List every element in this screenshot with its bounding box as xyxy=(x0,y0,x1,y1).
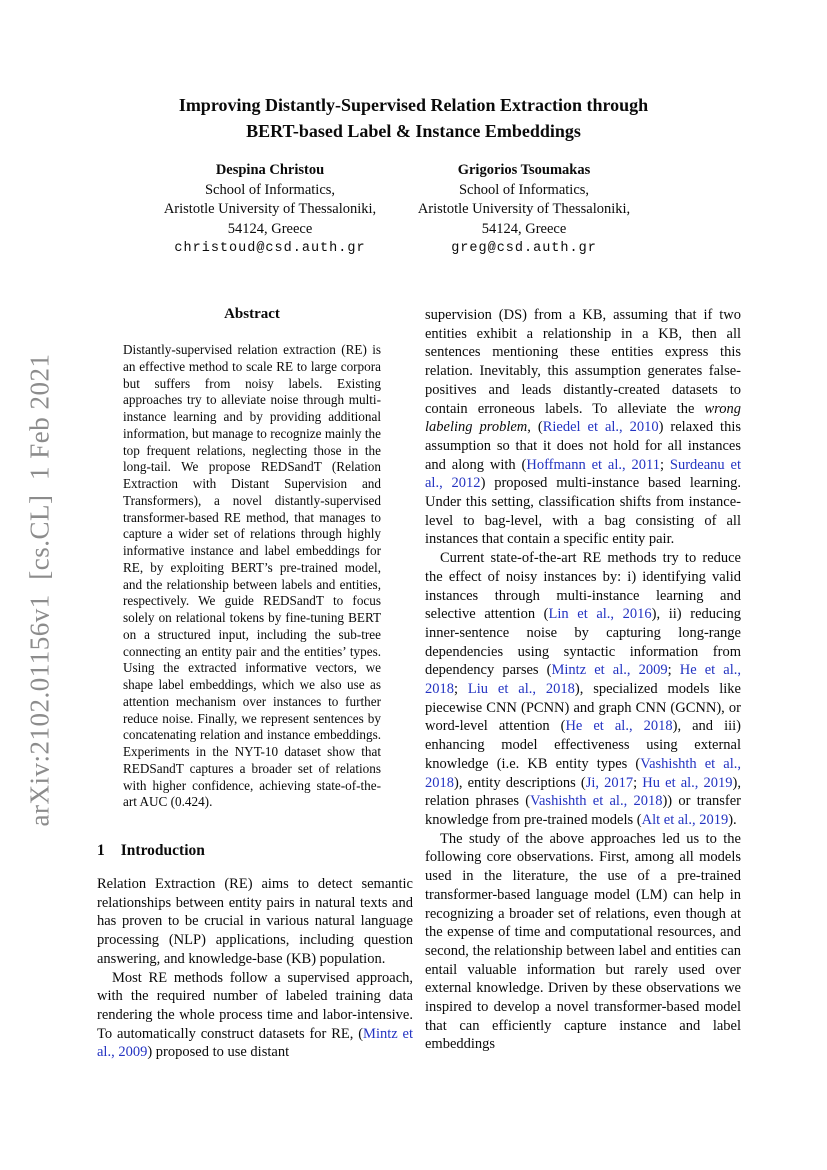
text-segment: Distantly-supervised relation extraction (RE) is an effective method to scale RE to large corpora but suffers from noisy labels. Existing approaches try to alleviate noise through multi-instance learning and by providing additional information, but manage to recognize mainly the top frequent relations, neglecting those in the long-tail. We propose REDSandT (Relation Extraction with Distant Supervision and Transformers), a novel distantly-supervised transformer-based RE method, that manages to capture a wider set of relations through highly informative instance and label embeddings for RE, by exploiting BERT’s pre-trained model, and the relationship between labels and entities, respectively. We guide REDSandT to focus solely on relational tokens by fine-tuning BERT on a structured input, including the sub-tree connecting an entity pair and the entities’ types. Using the extracted informative vectors, we shape label embeddings, which we also use as attention mechanism over instances to further reduce noise. Finally, we represent sentences by concatenating relation and instance embeddings. Experiments in the NYT-10 dataset show that REDSandT captures a broader set of relations with higher confidence, achieving state-of-the-art AUC (0.424). xyxy=(123,342,381,810)
author-block-2 xyxy=(374,161,674,259)
text-segment: ) proposed multi-instance based learning. Under this setting, classification shifts from instance-level to bag-level, with a bag consisting of all instances that contain a specific entity pair. xyxy=(425,475,741,548)
citation-link[interactable]: Alt et al., 2019 xyxy=(641,811,729,828)
text-segment: , ( xyxy=(527,419,543,436)
citation-link[interactable]: Hu et al., 2019 xyxy=(642,774,733,791)
section-number: 1 xyxy=(97,842,105,859)
citation-link[interactable]: Riedel et al., 2010 xyxy=(542,419,659,436)
citation-link[interactable]: Vashishth et al., 2018 xyxy=(530,793,663,810)
text-segment: Relation Extraction (RE) aims to detect semantic relationships between entity pairs in natural texts and has proven to be crucial in various natural language processing (NLP) applications, including question answering, and knowledge-base (KB) population. xyxy=(97,876,413,967)
citation-link[interactable]: Mintz et al., 2009 xyxy=(97,1025,413,1061)
text-segment: ; xyxy=(633,774,643,791)
citation-link[interactable]: He et al., 2018 xyxy=(425,662,741,698)
text-segment: ). xyxy=(728,811,737,828)
text-segment: ) proposed to use distant xyxy=(147,1044,290,1061)
text-segment: ), relation phrases ( xyxy=(425,774,742,810)
text-segment: Most RE methods follow a supervised approach, with the required number of labeled training data rendering the whole process time and labor-intensive. To automatically construct datasets for RE, ( xyxy=(97,969,413,1042)
paper-title-line1: Improving Distantly-Supervised Relation Extraction through xyxy=(178,95,649,115)
paper-title-line2: BERT-based Label & Instance Embeddings xyxy=(246,121,581,141)
text-segment: wrong labeling problem xyxy=(425,400,741,436)
author-email: greg@csd.auth.gr xyxy=(451,241,597,257)
text-segment: ), entity descriptions ( xyxy=(454,774,586,791)
author-affiliation-line: 54124, Greece xyxy=(227,220,313,237)
text-segment: ; xyxy=(667,662,680,679)
paper-title xyxy=(0,92,827,144)
paragraph xyxy=(123,342,381,811)
author-email: christoud@csd.auth.gr xyxy=(174,241,366,257)
text-segment: )) or transfer knowledge from pre-trained models ( xyxy=(425,793,741,828)
author-affiliation-line: School of Informatics, xyxy=(458,181,590,198)
paragraph xyxy=(425,306,741,549)
paragraph xyxy=(97,875,413,969)
paragraph xyxy=(425,830,741,1054)
arxiv-watermark: arXiv:2102.01156v1 [cs.CL] 1 Feb 2021 xyxy=(24,353,55,827)
paragraph xyxy=(425,549,741,830)
abstract-body xyxy=(123,342,381,811)
citation-link[interactable]: He et al., 2018 xyxy=(565,718,673,735)
author-affiliation-line: Aristotle University of Thessaloniki, xyxy=(417,201,631,218)
text-segment: ; xyxy=(454,681,468,698)
text-segment: ), ii) reducing inner-sentence noise by capturing long-range dependencies using syntactic information from dependency parses ( xyxy=(425,606,741,679)
text-segment: ), specialized models like piecewise CNN (PCNN) and graph CNN (GCNN), or word-level attention ( xyxy=(425,681,741,735)
author-name: Grigorios Tsoumakas xyxy=(457,162,591,178)
text-segment: Current state-of-the-art RE methods try to reduce the effect of noisy instances by: i) identifying valid instances through multi-instance learning and selective attention ( xyxy=(425,550,741,623)
citation-link[interactable]: Surdeanu et al., 2012 xyxy=(425,456,741,492)
left-column-introduction xyxy=(97,875,413,1062)
citation-link[interactable]: Lin et al., 2016 xyxy=(548,606,652,623)
citation-link[interactable]: Vashishth et al., 2018 xyxy=(425,755,741,791)
citation-link[interactable]: Hoffmann et al., 2011 xyxy=(526,456,660,473)
citation-link[interactable]: Ji, 2017 xyxy=(585,774,634,791)
paragraph xyxy=(97,969,413,1063)
citation-link[interactable]: Mintz et al., 2009 xyxy=(551,662,668,679)
text-segment: ; xyxy=(659,456,670,473)
text-segment: ) relaxed this assumption so that it does not hold for all instances and along with ( xyxy=(425,419,741,473)
author-affiliation-line: 54124, Greece xyxy=(481,220,567,237)
author-name: Despina Christou xyxy=(215,162,325,178)
citation-link[interactable]: Liu et al., 2018 xyxy=(467,681,575,698)
right-column xyxy=(425,306,741,1054)
text-segment: supervision (DS) from a KB, assuming that if two entities exhibit a relationship in a KB, then all sentences mentioning these entities express this relation. Inevitably, this assumption generates false-positives and leads distantly-created datasets to contain erroneous labels. To alleviate the xyxy=(425,307,741,417)
author-affiliation-line: Aristotle University of Thessaloniki, xyxy=(163,201,377,218)
abstract-heading: Abstract xyxy=(224,306,280,322)
text-segment: The study of the above approaches led us to the following core observations. First, among all models used in the literature, the use of a pre-trained transformer-based language model (LM) can help in recognizing a broader set of relations, even though at the expense of time and computational resources, and second, the relationship between label and entities can entail valuable information but rarely used over external knowledge. Driven by these observations we inspired to develop a novel transformer-based model that can efficiently capture instance and label embeddings xyxy=(425,830,741,1053)
text-segment: ), and iii) enhancing model effectiveness using external knowledge (i.e. KB entity types ( xyxy=(425,718,741,772)
section-title: Introduction xyxy=(120,842,205,859)
section-heading-introduction xyxy=(97,842,413,860)
author-affiliation-line: School of Informatics, xyxy=(204,181,336,198)
